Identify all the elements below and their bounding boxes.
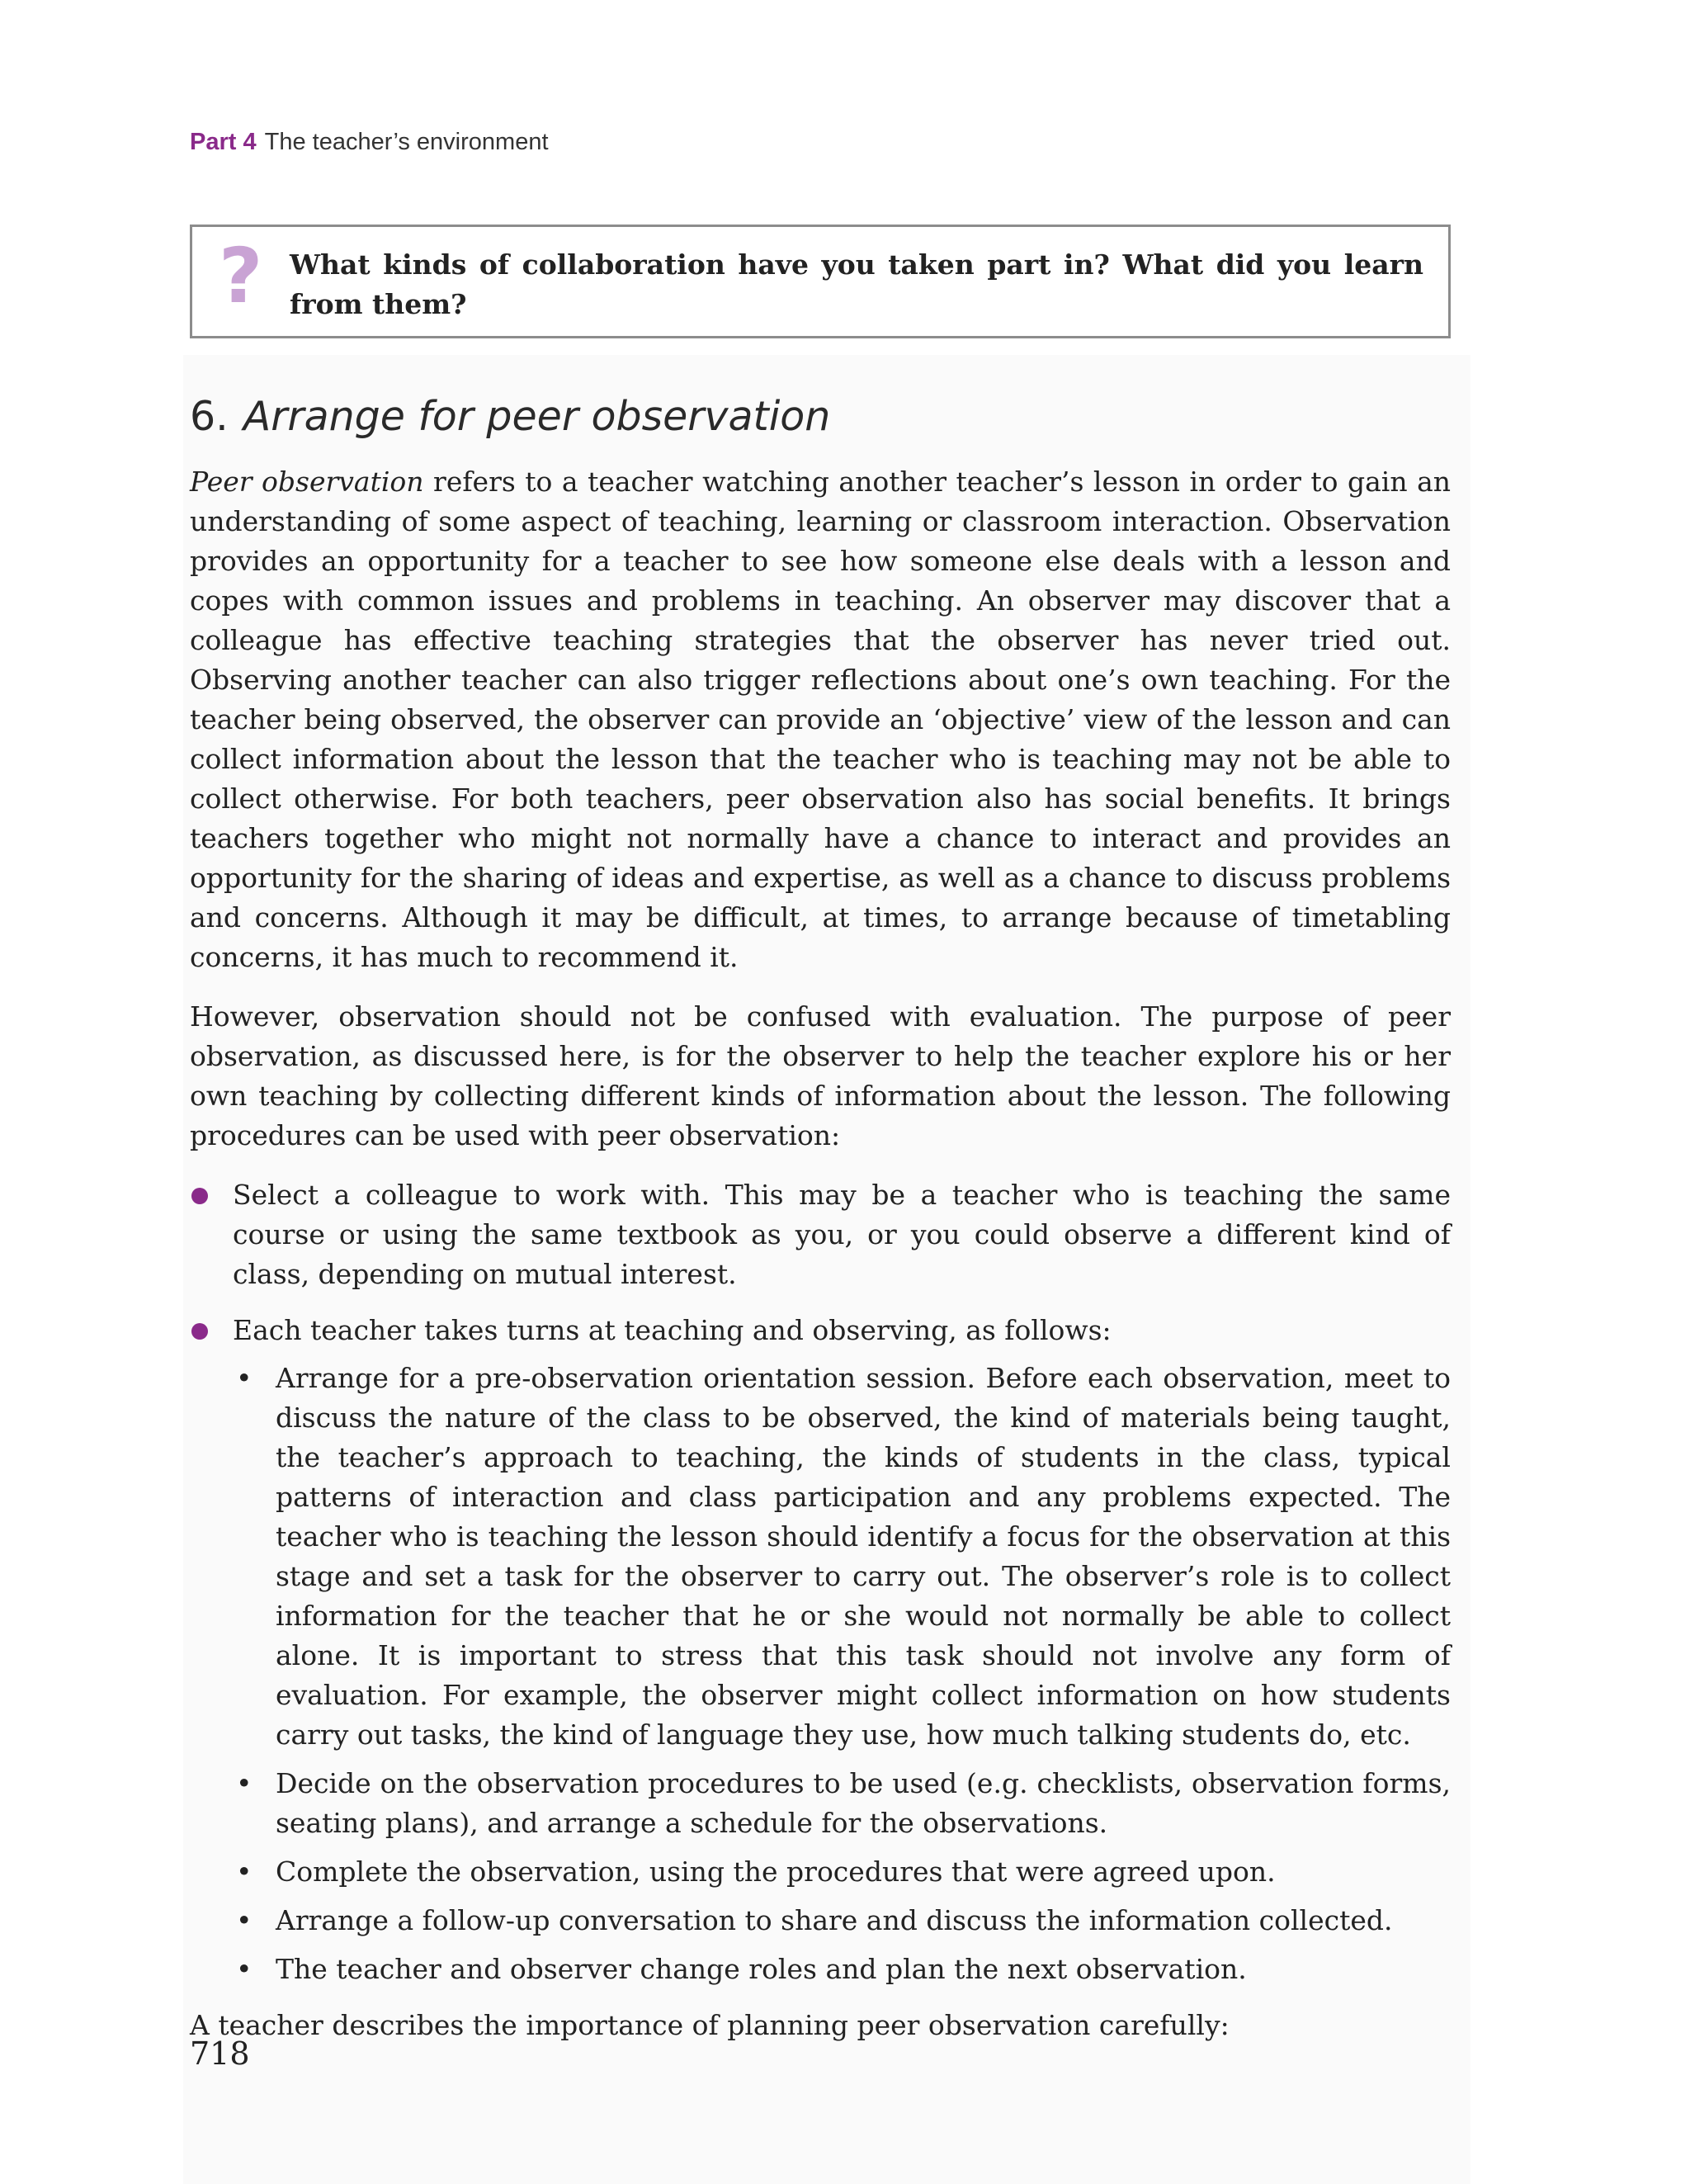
question-mark-icon: ? bbox=[219, 232, 263, 320]
list-item-text: Complete the observation, using the procedures that were agreed upon. bbox=[276, 1855, 1276, 1888]
list-item-text: Decide on the observation procedures to be used (e.g. checklists, observation forms, seating plans), and arrange a schedule for the observations. bbox=[276, 1767, 1451, 1839]
list-item-text: Arrange a follow-up conversation to share and discuss the information collected. bbox=[276, 1904, 1393, 1936]
list-item-text: Arrange for a pre-observation orientation session. Before each observation, meet to discuss the nature of the class to be observed, the kind of materials being taught, the teacher’s approach to teaching, the kinds of students in the class, typical patterns of interaction and class participation and any problems expected. The teacher who is teaching the lesson should identify a focus for the observation at this stage and set a task for the observer to carry out. The observer’s role is to collect information for the teacher that he or she would not normally be able to collect alone. It is important to stress that this task should not involve any form of evaluation. For example, the observer might collect information on how students carry out tasks, the kind of language they use, how much talking students do, etc. bbox=[276, 1362, 1451, 1751]
paragraph-evaluation: However, observation should not be confused with evaluation. The purpose of peer observation, as discussed here, is for the observer to help the teacher explore his or her own teaching by collecting different kinds of information about the lesson. The following procedures can be used with peer observation: bbox=[190, 1000, 1451, 1151]
term-peer-observation: Peer observation bbox=[190, 466, 424, 498]
list-item-text: Select a colleague to work with. This may be a teacher who is teaching the same course or using the same textbook as you, or you could observe a different kind of class, depending on mutual interest. bbox=[233, 1179, 1451, 1290]
bullet-dot-icon bbox=[191, 1188, 208, 1204]
procedures-list bbox=[190, 1175, 1451, 1989]
list-item bbox=[233, 1764, 1451, 1843]
paragraph-text: refers to a teacher watching another teacher’s lesson in order to gain an understanding of some aspect of teaching, learning or classroom interaction. Observation provides an opportunity for a teacher to see how someone else deals with a lesson and copes with common issues and problems in teaching. An observer may discover that a colleague has effective teaching strategies that the observer has never tried out. Observing another teacher can also trigger reflections about one’s own teaching. For the teacher being observed, the observer can provide an ‘objective’ view of the lesson and can collect information about the lesson that the teacher who is teaching may not be able to collect otherwise. For both teachers, peer observation also has social benefits. It brings teachers together who might not normally have a chance to interact and provides an opportunity for the sharing of ideas and expertise, as well as a chance to discuss problems and concerns. Although it may be difficult, at times, to arrange because of timetabling concerns, it has much to recommend it. bbox=[190, 466, 1452, 973]
paragraph-peer-observation bbox=[190, 462, 1451, 977]
list-item bbox=[190, 1175, 1451, 1294]
main-content bbox=[190, 388, 1451, 2065]
list-item bbox=[233, 1901, 1451, 1941]
steps-list bbox=[233, 1359, 1451, 1989]
bullet-dot-icon bbox=[191, 1323, 208, 1340]
bullet-icon: • bbox=[236, 1953, 253, 1985]
page-number: 718 bbox=[190, 2035, 250, 2072]
reflection-box bbox=[190, 225, 1451, 338]
list-item bbox=[190, 1311, 1451, 1989]
running-header bbox=[190, 129, 549, 156]
list-item-text: Each teacher takes turns at teaching and observing, as follows: bbox=[233, 1314, 1112, 1346]
bullet-icon: • bbox=[236, 1767, 253, 1799]
list-item bbox=[233, 1852, 1451, 1892]
bullet-icon: • bbox=[236, 1904, 253, 1936]
section-title: Arrange for peer observation bbox=[243, 393, 831, 440]
bullet-icon: • bbox=[236, 1362, 253, 1394]
list-item bbox=[233, 1359, 1451, 1755]
part-label: Part 4 bbox=[190, 129, 257, 155]
bullet-icon: • bbox=[236, 1855, 253, 1888]
section-number: 6. bbox=[190, 393, 229, 440]
closing-sentence: A teacher describes the importance of planning peer observation carefully: bbox=[190, 2009, 1230, 2041]
list-item bbox=[233, 1950, 1451, 1989]
section-heading bbox=[190, 388, 1451, 446]
reflection-question: What kinds of collaboration have you taken part in? What did you learn from them? bbox=[290, 248, 1423, 320]
part-title: The teacher’s environment bbox=[264, 129, 549, 155]
list-item-text: The teacher and observer change roles and plan the next observation. bbox=[276, 1953, 1247, 1985]
